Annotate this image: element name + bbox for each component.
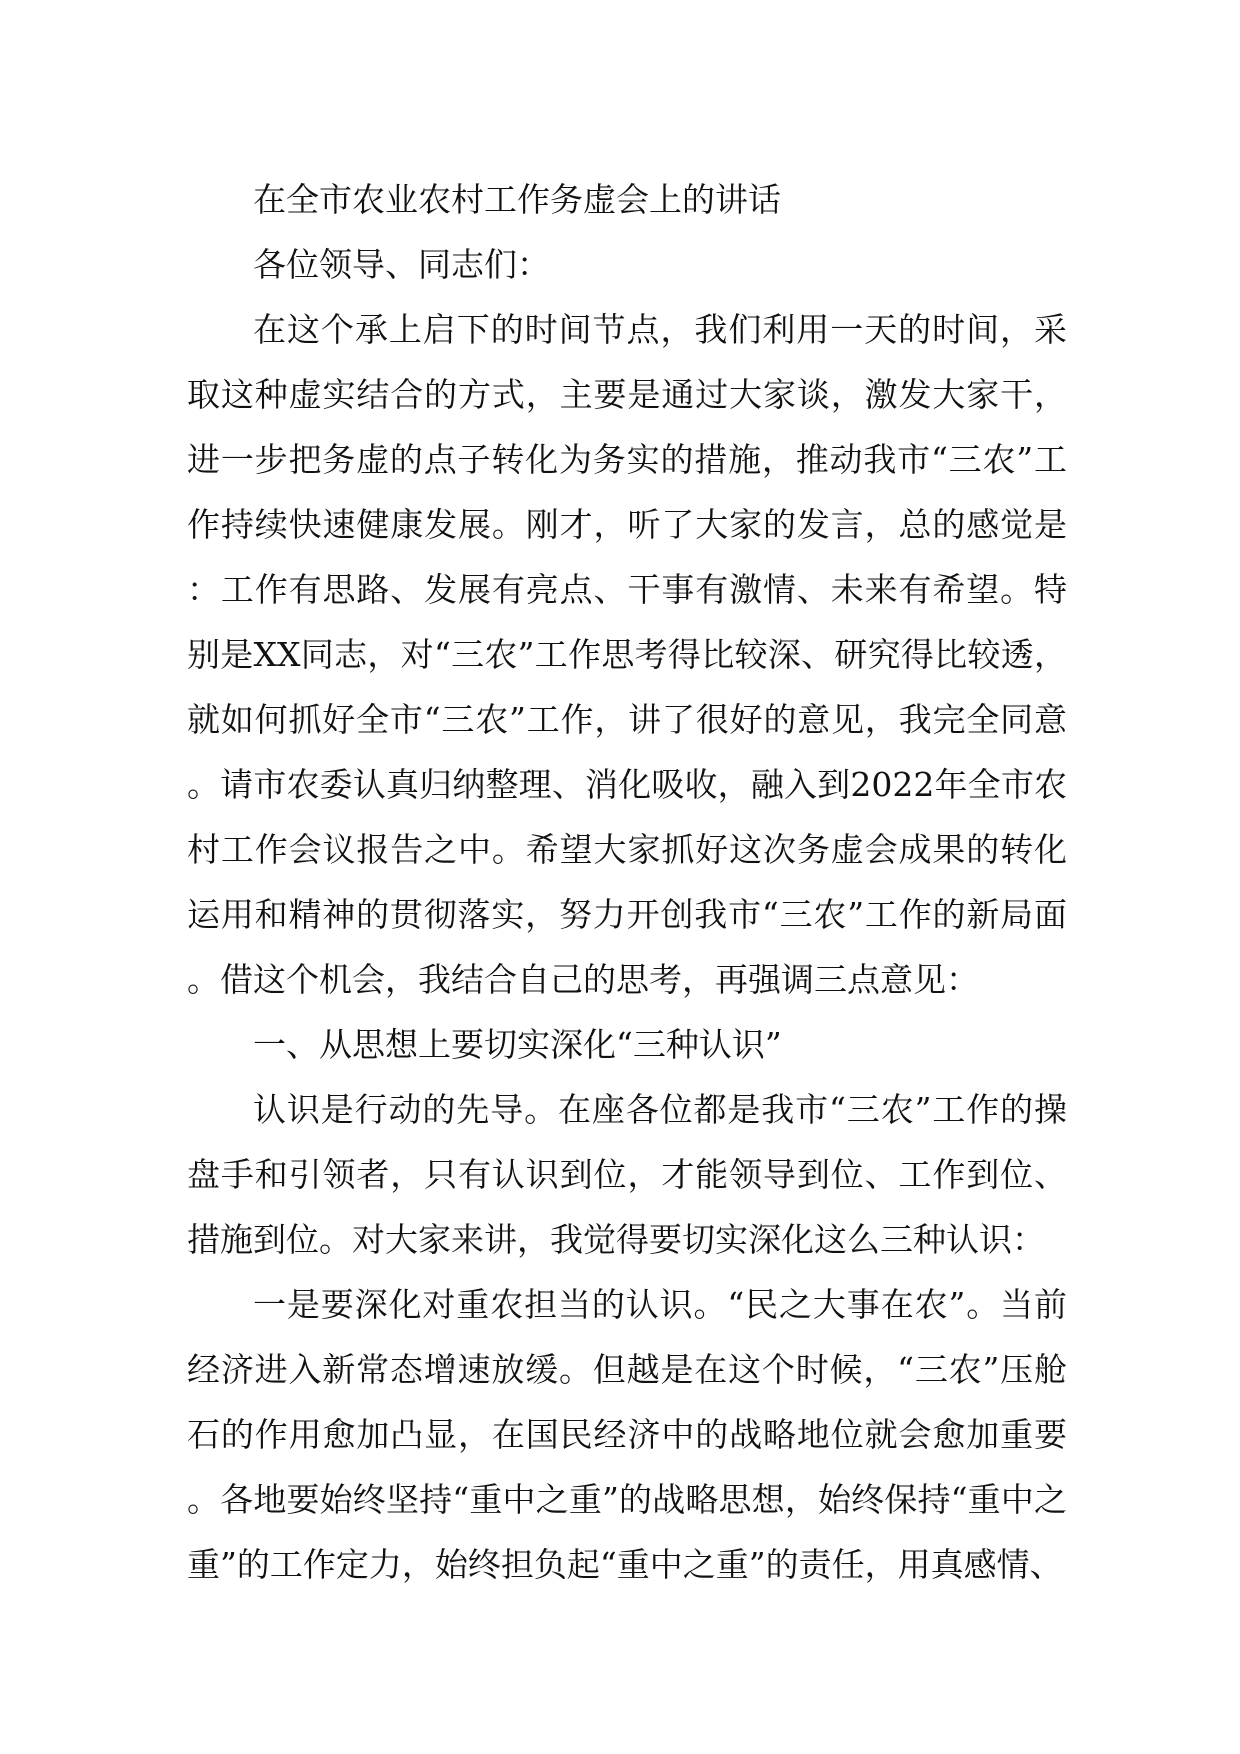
section-heading-one: 一、从思想上要切实深化“三种认识” [253, 1025, 782, 1064]
paragraph-opening: 在这个承上启下的时间节点，我们利用一天的时间，采取这种虚实结合的方式，主要是通过大家谈，激发大家干，进一步把务虚的点子转化为务实的措施，推动我市“三农”工作持续快速健康发展。刚才，听了大家的发言，总的感觉是：工作有思路、发展有亮点、干事有激情、未来有希望。特别是XX同志，对“三农”工作思考得比较深、研究得比较透，就如何抓好全市“三农”工作，讲了很好的意见，我完全同意。请市农委认真归纳整理、消化吸收，融入到2022年全市农村工作会议报告之中。希望大家抓好这次务虚会成果的转化运用和精神的贯彻落实，努力开创我市“三农”工作的新局面。借这个机会，我结合自己的思考，再强调三点意见： [187, 310, 1067, 999]
salutation: 各位领导、同志们： [253, 245, 550, 284]
document-body [187, 167, 1067, 1597]
paragraph-understanding: 认识是行动的先导。在座各位都是我市“三农”工作的操盘手和引领者，只有认识到位，才能领导到位、工作到位、措施到位。对大家来讲，我觉得要切实深化这么三种认识： [187, 1090, 1067, 1259]
document-title: 在全市农业农村工作务虚会上的讲话 [253, 180, 781, 219]
paragraph-point-one: 一是要深化对重农担当的认识。“民之大事在农”。当前经济进入新常态增速放缓。但越是在这个时候，“三农”压舱石的作用愈加凸显，在国民经济中的战略地位就会愈加重要。各地要始终坚持“重中之重”的战略思想，始终保持“重中之重”的工作定力，始终担负起“重中之重”的责任，用真感情、 [187, 1285, 1067, 1584]
